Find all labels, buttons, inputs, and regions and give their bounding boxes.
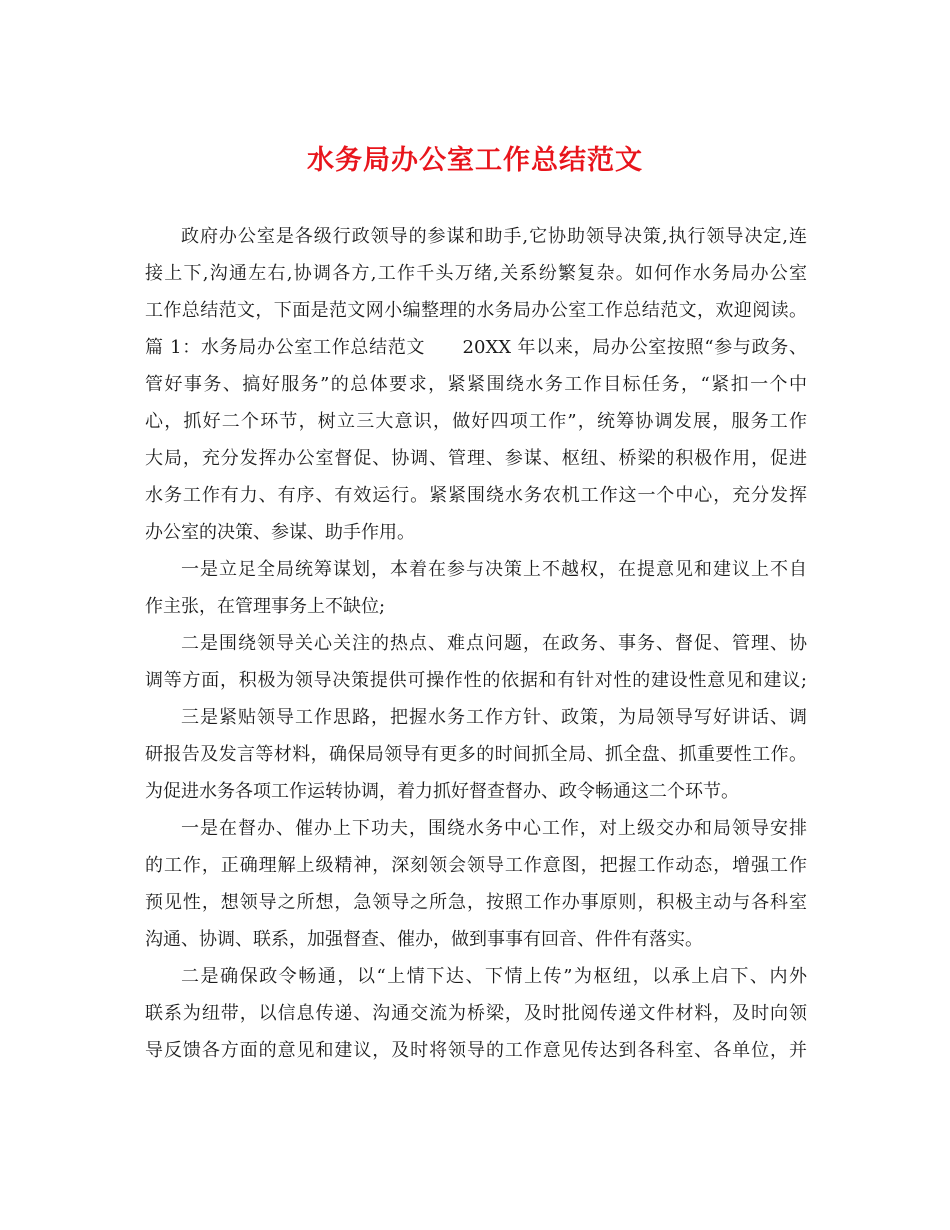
text-line: 三是紧贴领导工作思路，把握水务工作方针、政策，为局领导写好讲话、调: [181, 707, 807, 728]
text-line: 接上下,沟通左右,协调各方,工作千头万绪,关系纷繁复杂。如何作水务局办公室: [145, 263, 807, 284]
text-line: 研报告及发言等材料，确保局领导有更多的时间抓全局、抓全盘、抓重要性工作。: [145, 744, 807, 765]
text-line: 为促进水务各项工作运转协调，着力抓好督查督办、政令畅通这二个环节。: [145, 781, 739, 802]
text-line: 办公室的决策、参谋、助手作用。: [145, 522, 415, 543]
text-line: 二是围绕领导关心关注的热点、难点问题，在政务、事务、督促、管理、协: [181, 633, 807, 654]
text-line: 预见性，想领导之所想，急领导之所急，按照工作办事原则，积极主动与各科室: [145, 892, 807, 913]
text-line: 政府办公室是各级行政领导的参谋和助手,它协助领导决策,执行领导决定,连: [181, 226, 807, 247]
text-line: 工作总结范文，下面是范文网小编整理的水务局办公室工作总结范文，欢迎阅读。: [145, 300, 807, 321]
text-line: 导反馈各方面的意见和建议，及时将领导的工作意见传达到各科室、各单位，并: [145, 1040, 807, 1061]
text-line: 篇 1：水务局办公室工作总结范文 20XX 年以来，局办公室按照“参与政务、: [145, 337, 807, 358]
text-line: 水务工作有力、有序、有效运行。紧紧围绕水务农机工作这一个中心，充分发挥: [145, 485, 807, 506]
text-line: 心，抓好二个环节，树立三大意识，做好四项工作”，统筹协调发展，服务工作: [145, 411, 807, 432]
text-line: 二是确保政令畅通，以“上情下达、下情上传”为枢纽，以承上启下、内外: [181, 966, 807, 987]
text-line: 大局，充分发挥办公室督促、协调、管理、参谋、枢纽、桥梁的积极作用，促进: [145, 448, 807, 469]
text-line: 一是在督办、催办上下功夫，围绕水务中心工作，对上级交办和局领导安排: [181, 818, 807, 839]
text-line: 作主张，在管理事务上不缺位;: [145, 596, 386, 617]
text-line: 沟通、协调、联系，加强督查、催办，做到事事有回音、件件有落实。: [145, 929, 703, 950]
text-line: 联系为纽带，以信息传递、沟通交流为桥梁，及时批阅传递文件材料，及时向领: [145, 1003, 807, 1024]
text-line: 一是立足全局统筹谋划，本着在参与决策上不越权，在提意见和建议上不自: [181, 559, 807, 580]
text-line: 调等方面，积极为领导决策提供可操作性的依据和有针对性的建设性意见和建议;: [145, 670, 807, 691]
text-line: 管好事务、搞好服务”的总体要求，紧紧围绕水务工作目标任务，“紧扣一个中: [145, 374, 807, 395]
document-title: 水务局办公室工作总结范文: [307, 145, 643, 176]
text-line: 的工作，正确理解上级精神，深刻领会领导工作意图，把握工作动态，增强工作: [145, 855, 807, 876]
